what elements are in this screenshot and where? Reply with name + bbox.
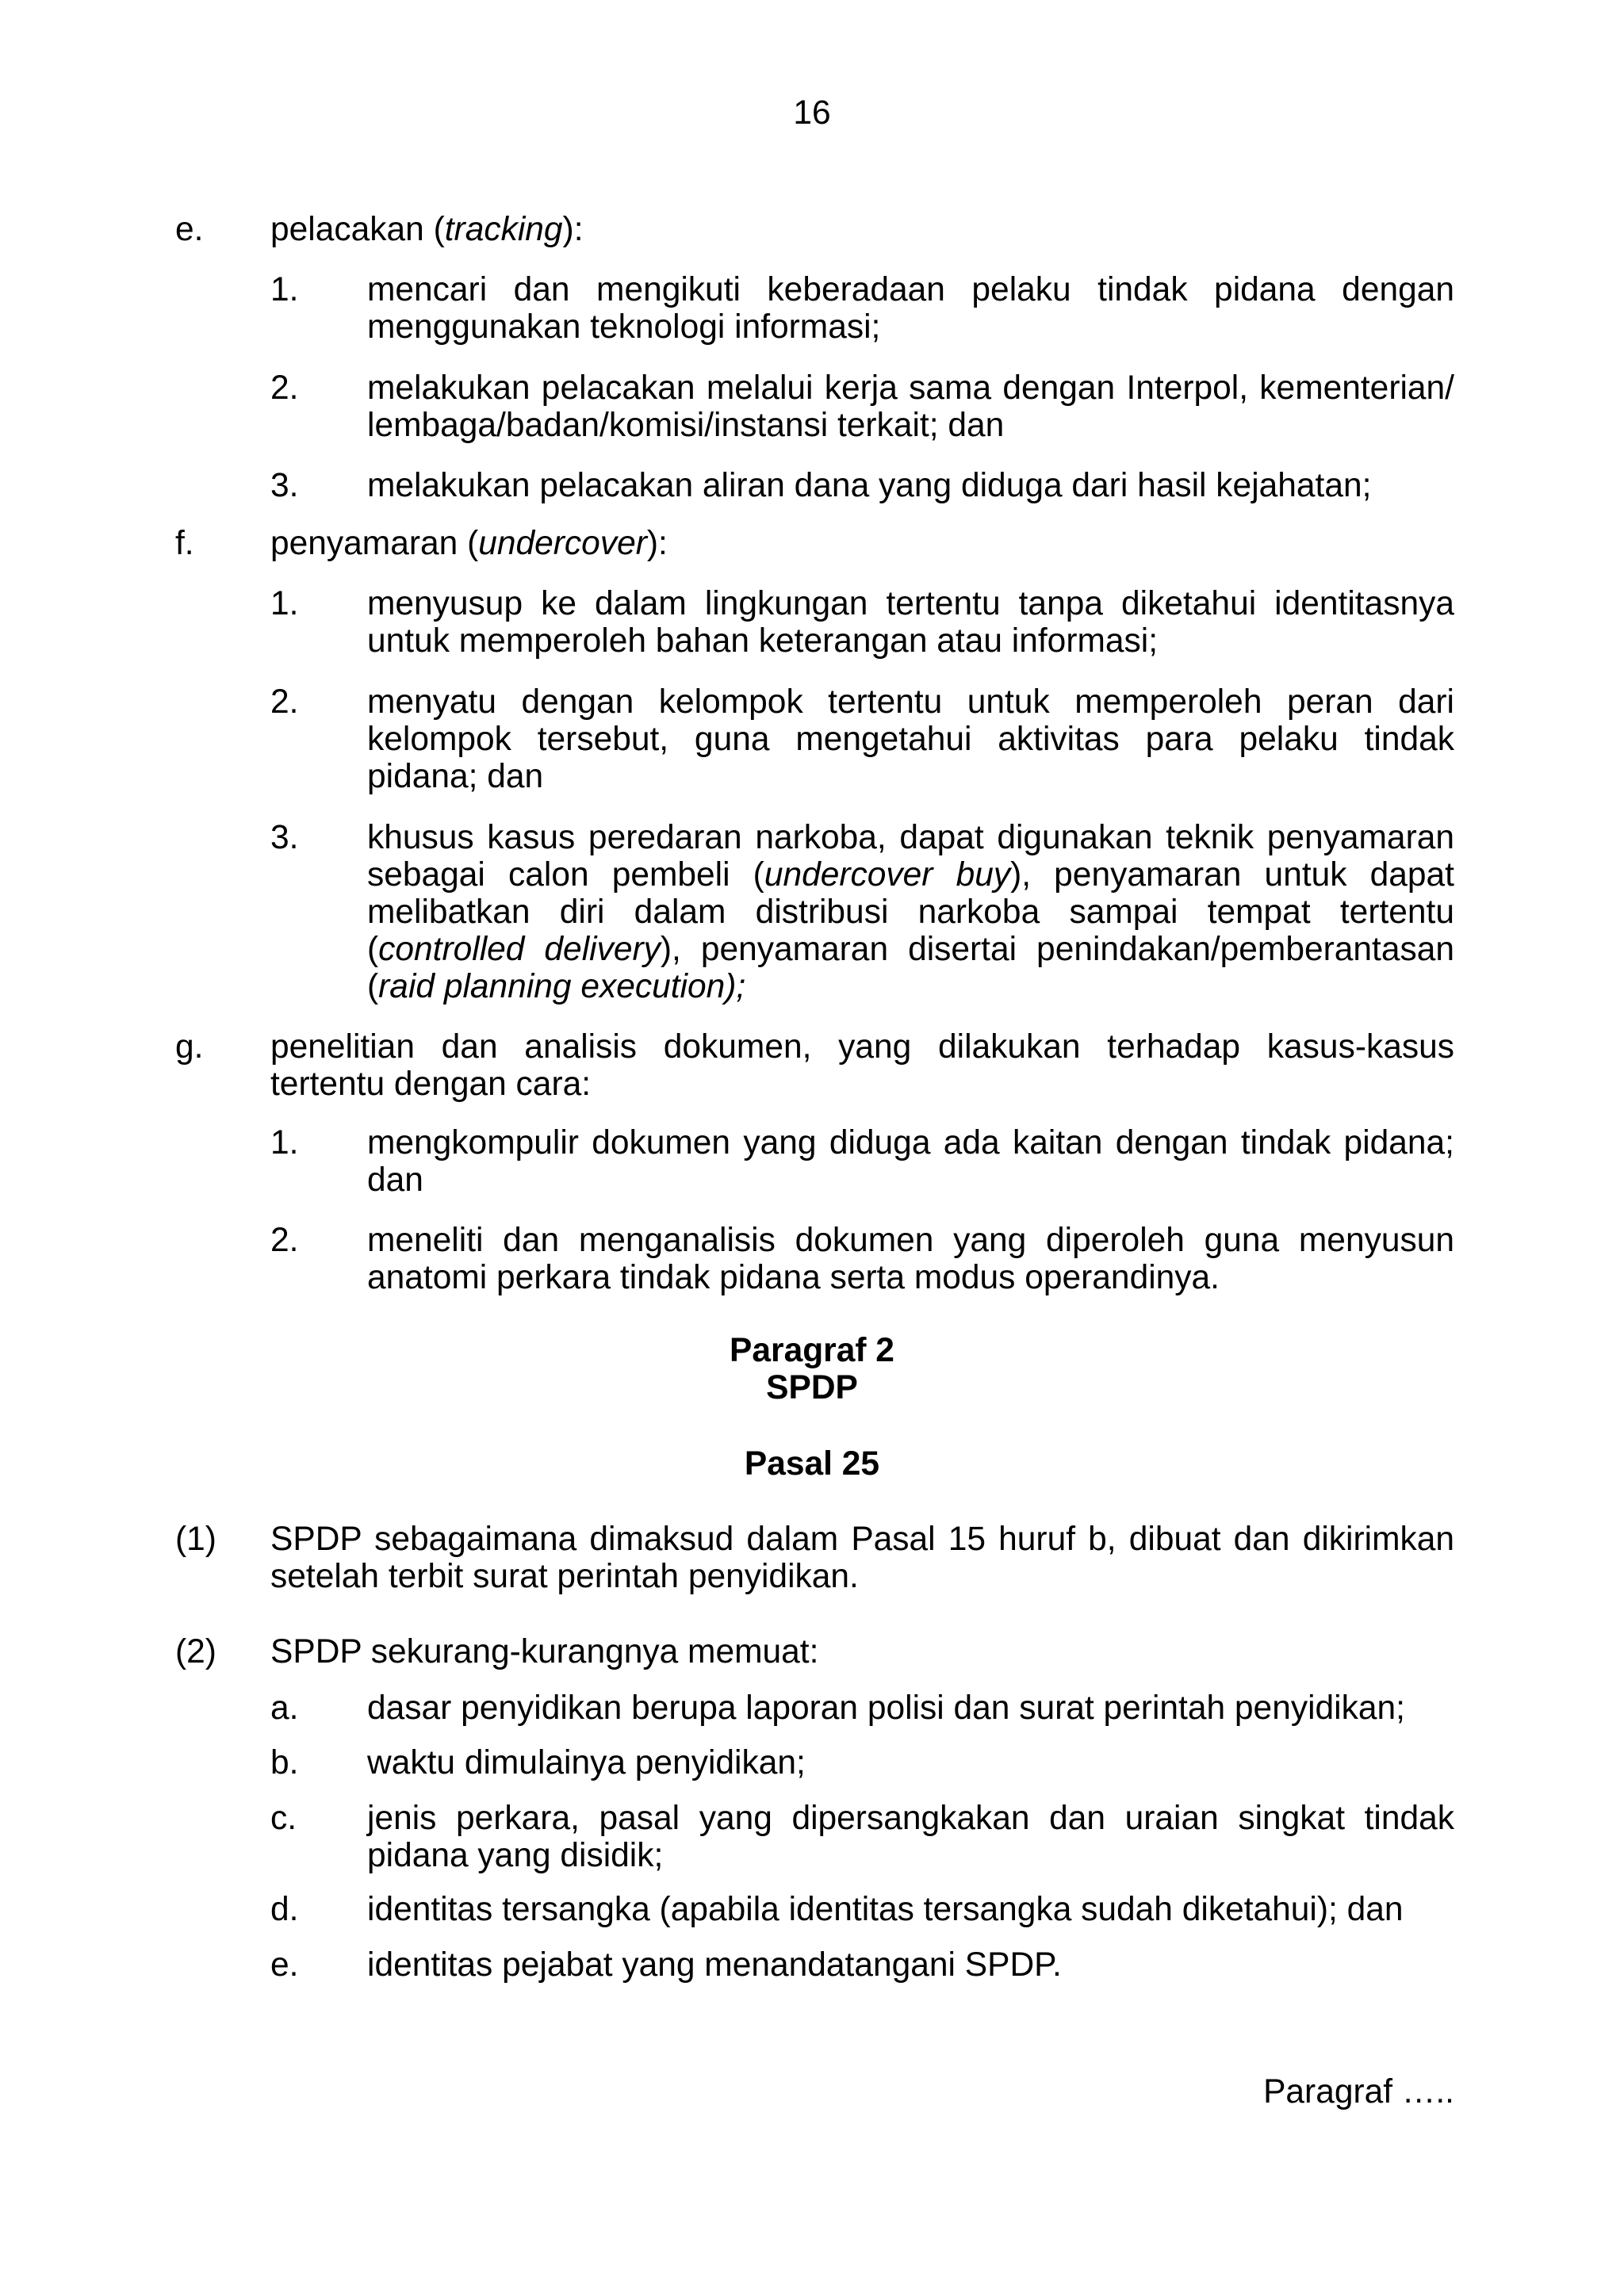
section-g-item-2-num: 2. <box>270 1222 299 1259</box>
section-e-label: e. <box>175 211 204 248</box>
section-f-item-1-text: menyusup ke dalam lingkungan tertentu tanpa diketahui identitasnya untuk memperoleh bahan keterangan atau informasi; <box>367 585 1454 660</box>
section-g-label: g. <box>175 1028 204 1066</box>
section-e-item-2-num: 2. <box>270 369 299 407</box>
clause-2-item-e-text: identitas pejabat yang menandatangani SPDP. <box>367 1946 1062 1984</box>
section-f-label: f. <box>175 525 194 562</box>
footer-continuation: Paragraf ….. <box>1263 2073 1454 2110</box>
clause-2-text: SPDP sekurang-kurangnya memuat: <box>270 1633 819 1670</box>
clause-2-item-c-text: jenis perkara, pasal yang dipersangkakan dan uraian singkat tindak pidana yang disidik; <box>367 1800 1454 1874</box>
section-f-item-2-num: 2. <box>270 683 299 721</box>
section-f-heading-italic: undercover <box>478 525 647 562</box>
clause-2-item-d-num: d. <box>270 1891 299 1928</box>
paragraph-heading-line-1: Paragraf 2 <box>730 1332 894 1369</box>
section-f-item-3-text: khusus kasus peredaran narkoba, dapat digunakan teknik penyamaran sebagai calon pembeli (undercover buy), penyamaran untuk dapat melibatkan diri dalam distribusi narkoba sampai tempat tertentu (controlled delivery), penyamaran disertai penindakan/pemberantasan (raid planning execution); <box>367 819 1454 1005</box>
italic-undercover-buy: undercover buy <box>764 856 1011 894</box>
section-f-heading: penyamaran (undercover): <box>270 525 668 562</box>
clause-1-text: SPDP sebagaimana dimaksud dalam Pasal 15 huruf b, dibuat dan dikirimkan setelah terbit surat perintah penyidikan. <box>270 1521 1454 1595</box>
clause-2-label: (2) <box>175 1633 216 1670</box>
clause-2-item-c-num: c. <box>270 1800 297 1837</box>
clause-2-item-d-text: identitas tersangka (apabila identitas tersangka sudah diketahui); dan <box>367 1891 1404 1928</box>
section-e-item-3-text: melakukan pelacakan aliran dana yang diduga dari hasil kejahatan; <box>367 467 1372 504</box>
section-g-text: penelitian dan analisis dokumen, yang dilakukan terhadap kasus-kasus tertentu dengan cara: <box>270 1028 1454 1103</box>
section-e-item-1-text: mencari dan mengikuti keberadaan pelaku tindak pidana dengan menggunakan teknologi informasi; <box>367 271 1454 346</box>
section-f-item-3-num: 3. <box>270 819 299 856</box>
clause-2-item-a-text: dasar penyidikan berupa laporan polisi dan surat perintah penyidikan; <box>367 1689 1405 1727</box>
clause-2-item-b-num: b. <box>270 1744 299 1781</box>
italic-raid-planning: raid planning execution); <box>378 968 746 1005</box>
paragraph-heading <box>0 1332 1624 1406</box>
clause-2-item-b-text: waktu dimulainya penyidikan; <box>367 1744 806 1781</box>
clause-1-label: (1) <box>175 1521 216 1558</box>
section-e-heading-italic: tracking <box>444 211 563 248</box>
section-f-item-2-text: menyatu dengan kelompok tertentu untuk memperoleh peran dari kelompok tersebut, guna mengetahui aktivitas para pelaku tindak pidana; dan <box>367 683 1454 795</box>
section-g-item-1-num: 1. <box>270 1124 299 1161</box>
section-e-item-2-text: melakukan pelacakan melalui kerja sama dengan Interpol, kementerian/ lembaga/badan/komisi/instansi terkait; dan <box>367 369 1454 444</box>
section-e-heading: pelacakan (tracking): <box>270 211 584 248</box>
section-f-item-1-num: 1. <box>270 585 299 622</box>
pasal-heading: Pasal 25 <box>744 1445 880 1483</box>
clause-2-item-e-num: e. <box>270 1946 299 1984</box>
section-g-item-1-text: mengkompulir dokumen yang diduga ada kaitan dengan tindak pidana; dan <box>367 1124 1454 1199</box>
page-number: 16 <box>793 94 831 132</box>
section-e-item-1-num: 1. <box>270 271 299 308</box>
italic-controlled-delivery: controlled delivery <box>378 931 661 968</box>
section-e-item-3-num: 3. <box>270 467 299 504</box>
clause-2-item-a-num: a. <box>270 1689 299 1727</box>
section-g-item-2-text: meneliti dan menganalisis dokumen yang diperoleh guna menyusun anatomi perkara tindak pidana serta modus operandinya. <box>367 1222 1454 1296</box>
paragraph-heading-line-2: SPDP <box>766 1369 858 1406</box>
